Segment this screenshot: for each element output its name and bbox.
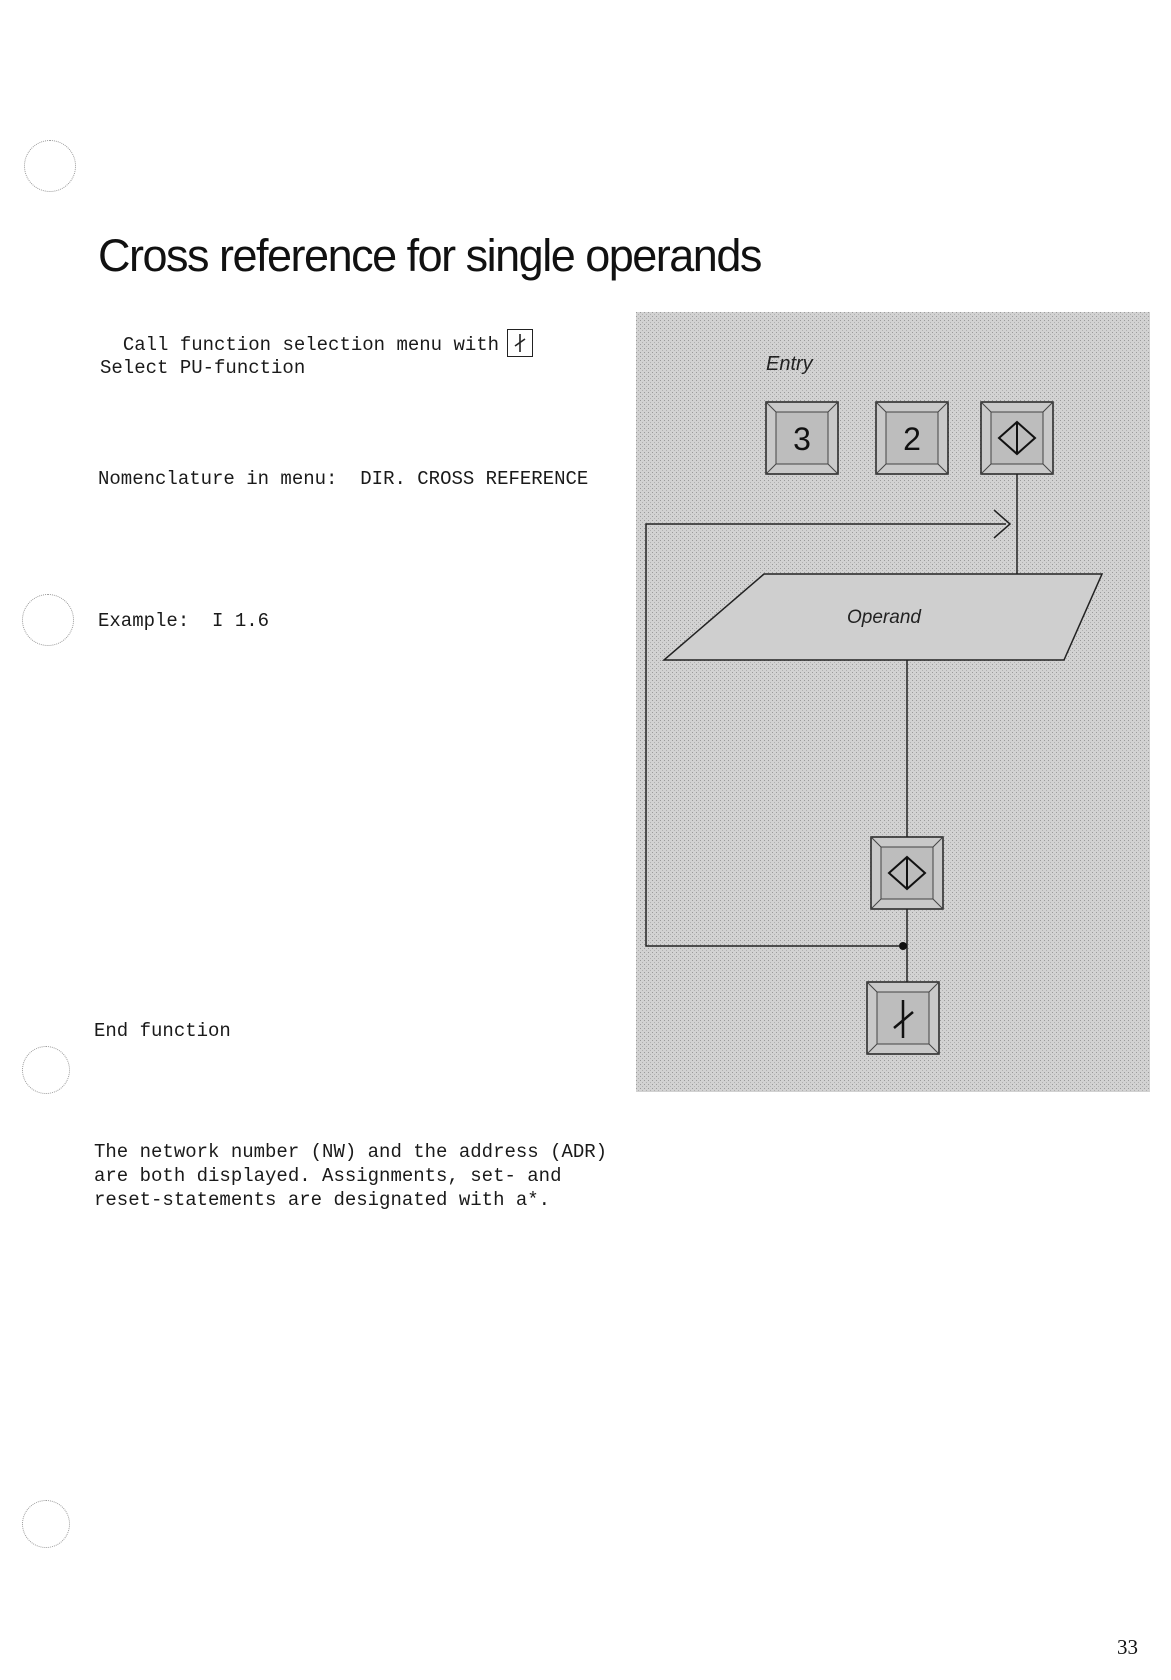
enter-key-icon — [981, 402, 1053, 474]
binder-hole — [22, 1500, 70, 1548]
key-3-label: 3 — [793, 421, 811, 457]
nomenclature-label: Nomenclature in menu: — [98, 468, 338, 490]
step-nomenclature — [98, 468, 588, 490]
flow-diagram — [636, 312, 1150, 1092]
binder-hole — [22, 1046, 70, 1094]
nomenclature-value: DIR. CROSS REFERENCE — [360, 468, 589, 490]
step-end-function: End function — [94, 1020, 231, 1042]
example-value: I 1.6 — [212, 610, 270, 632]
key-2 — [876, 402, 948, 474]
step-call-menu — [100, 309, 533, 359]
step-call-menu-text: Call function selection menu with — [122, 334, 500, 357]
example-label: Example: — [98, 610, 190, 632]
page-number: 33 — [1117, 1635, 1138, 1659]
junction-dot — [899, 942, 907, 950]
step-select-function: Select PU-function — [100, 357, 306, 379]
description-paragraph: The network number (NW) and the address (ADR) are both displayed. Assignments, set- and reset-statements are designated with a*. — [94, 1141, 608, 1211]
page-title: Cross reference for single operands — [98, 230, 761, 281]
entry-label: Entry — [766, 353, 813, 375]
key-2-label: 2 — [903, 421, 921, 457]
break-key-icon — [507, 329, 533, 357]
operand-label: Operand — [847, 607, 921, 628]
break-key-icon — [867, 982, 939, 1054]
binder-hole — [24, 140, 76, 192]
binder-hole — [22, 594, 74, 646]
enter-key-icon — [871, 837, 943, 909]
step-example — [98, 610, 269, 632]
key-3 — [766, 402, 838, 474]
